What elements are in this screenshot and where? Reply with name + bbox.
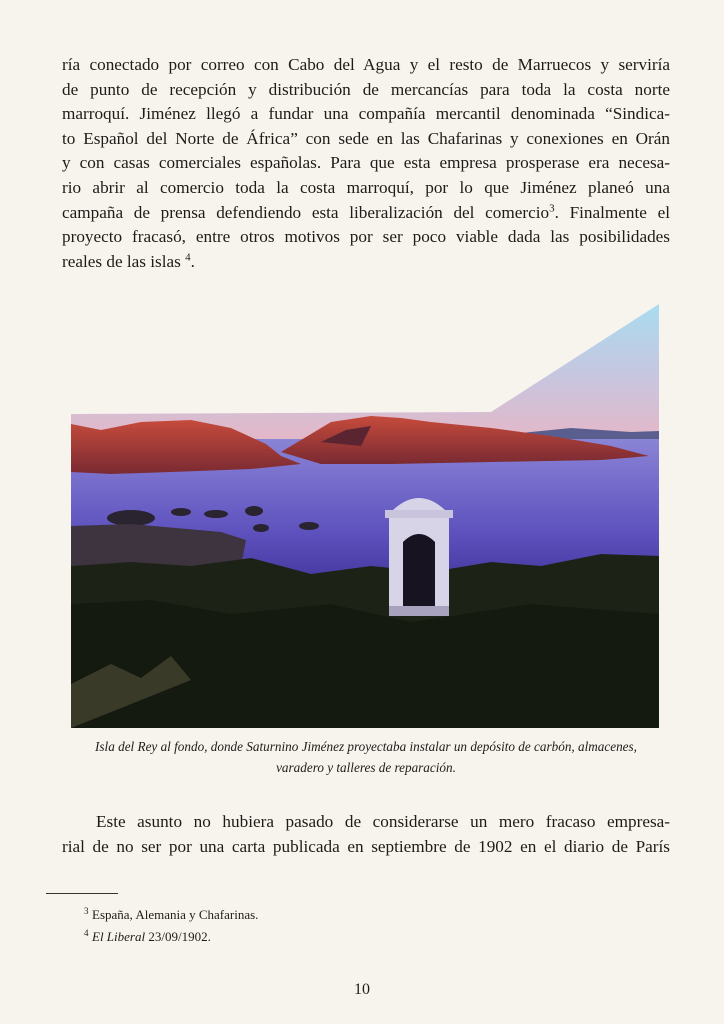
footnote-3 [84,906,259,924]
photograph-isla-del-rey [71,304,659,728]
footnote-4 [84,928,211,946]
text-line: rial de no ser por una carta publicada en septiembre de 1902 en el diario de París [62,836,670,856]
text-line-with-footnote-ref [62,250,670,275]
text-segment: campaña de prensa defendiendo esta liberalización del comercio [62,202,550,222]
footnote-source-title: El Liberal [92,929,146,944]
photo-caption [60,736,672,778]
text-line: to Español del Norte de África” con sede en las Chafarinas y conexiones en Orán [62,128,670,148]
footnote-ref-4[interactable]: 4 [185,251,191,264]
footnote-text: España, Alemania y Chafarinas. [92,907,259,922]
footnote-number: 4 [84,928,89,938]
body-paragraph-1 [62,53,670,274]
caption-line: Isla del Rey al fondo, donde Saturnino Jiménez proyectaba instalar un depósito de carbón, almacenes, [95,739,637,754]
text-line: y con casas comerciales españolas. Para que esta empresa prosperase era necesa- [62,153,670,173]
text-line: marroquí. Jiménez llegó a fundar una compañía mercantil denominada “Sindica- [62,104,670,124]
text-segment: . Finalmente el [554,202,670,222]
text-line-with-footnote-ref [62,201,670,226]
text-segment: . [190,251,195,271]
footnote-text: 23/09/1902. [145,929,211,944]
text-line: Este asunto no hubiera pasado de considerarse un mero fracaso empresa- [96,812,670,831]
footnote-number: 3 [84,906,89,916]
text-line: ría conectado por correo con Cabo del Agua y el resto de Marruecos y serviría [62,55,670,74]
body-paragraph-2 [62,810,670,859]
caption-line: varadero y talleres de reparación. [276,760,456,775]
text-line: rio abrir al comercio toda la costa marroquí, por lo que Jiménez planeó una [62,177,670,197]
text-segment: reales de las islas [62,251,181,271]
text-line: de punto de recepción y distribución de mercancías para toda la costa norte [62,79,670,99]
footnote-ref-3[interactable]: 3 [549,201,555,214]
photo-illustration [71,304,659,728]
page-number: 10 [354,981,370,998]
footnote-separator [46,893,118,894]
text-line: proyecto fracasó, entre otros motivos por ser poco viable dada las posibilidades [62,227,670,247]
